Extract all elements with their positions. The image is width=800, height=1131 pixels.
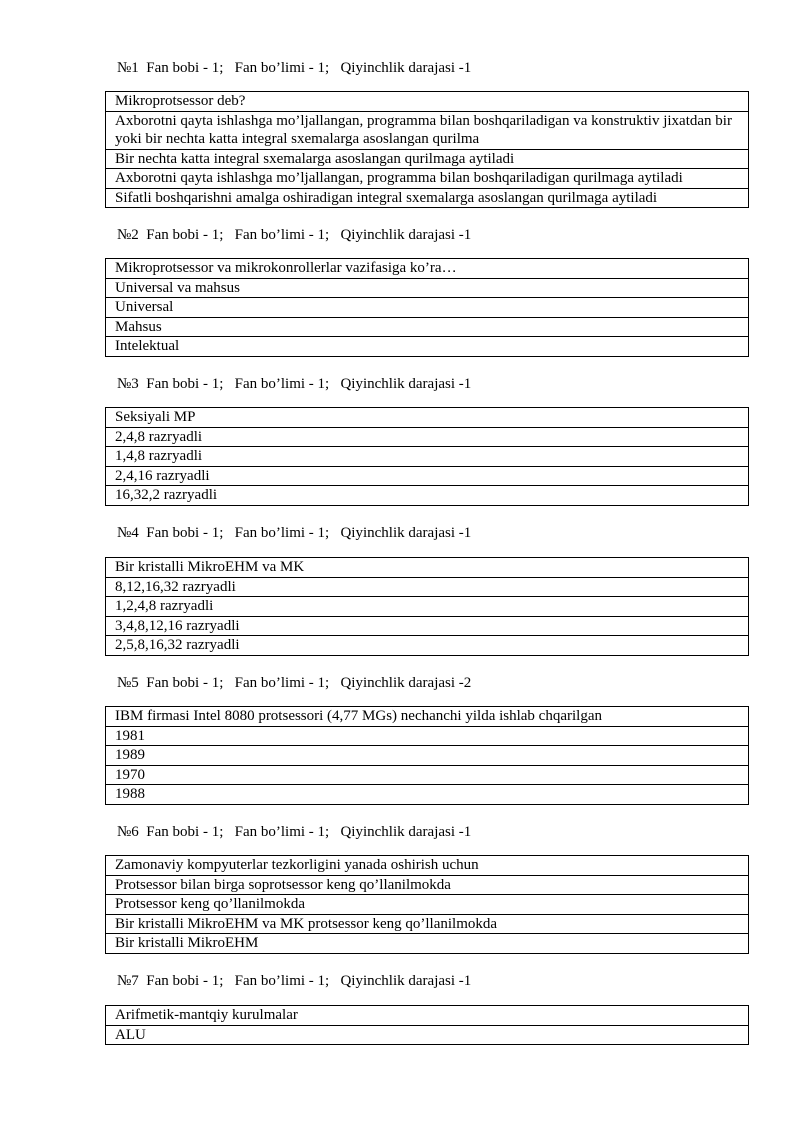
question-header: №2 Fan bobi - 1; Fan bo’limi - 1; Qiyinchlik darajasi -1 [117, 227, 472, 243]
answer-option: Bir kristalli MikroEHM va MK protsessor keng qo’llanilmokda [106, 914, 748, 934]
question-header: №1 Fan bobi - 1; Fan bo’limi - 1; Qiyinchlik darajasi -1 [117, 60, 472, 76]
question-table-7 [105, 1005, 749, 1045]
question-text: Zamonaviy kompyuterlar tezkorligini yanada oshirish uchun [115, 857, 479, 873]
question-table-2 [105, 258, 749, 357]
answer-option: 1970 [106, 765, 748, 785]
question-text: Arifmetik-mantqiy kurulmalar [115, 1007, 298, 1023]
answer-option: 2,4,16 razryadli [106, 466, 748, 486]
question-header: №6 Fan bobi - 1; Fan bo’limi - 1; Qiyinchlik darajasi -1 [117, 824, 472, 840]
answer-option: Mahsus [106, 317, 748, 337]
question-text: Seksiyali MP [115, 409, 196, 425]
answer-option: Universal [106, 297, 748, 317]
answer-option: 8,12,16,32 razryadli [106, 577, 748, 597]
question-text: Bir kristalli MikroEHM va MK [115, 559, 305, 575]
question-table-3 [105, 407, 749, 506]
answer-option: 1981 [106, 726, 748, 746]
answer-option: Sifatli boshqarishni amalga oshiradigan integral sxemalarga asoslangan qurilmaga aytiladi [106, 188, 748, 208]
answer-option: Protsessor bilan birga soprotsessor keng qo’llanilmokda [106, 875, 748, 895]
answer-option: ALU [106, 1025, 748, 1045]
answer-option: Intelektual [106, 336, 748, 356]
answer-option: Axborotni qayta ishlashga mo’ljallangan, programma bilan boshqariladigan va konstruktiv jixatdan bir yoki bir nechta katta integral sxemalarga asoslangan qurilma [106, 111, 748, 149]
question-table-4 [105, 557, 749, 656]
answer-option: 3,4,8,12,16 razryadli [106, 616, 748, 636]
question-table-1 [105, 91, 749, 208]
question-header: №7 Fan bobi - 1; Fan bo’limi - 1; Qiyinchlik darajasi -1 [117, 973, 472, 989]
answer-option: 1989 [106, 745, 748, 765]
answer-option: 2,5,8,16,32 razryadli [106, 635, 748, 655]
question-text: IBM firmasi Intel 8080 protsessori (4,77 MGs) nechanchi yilda ishlab chqarilgan [115, 708, 602, 724]
answer-option: 2,4,8 razryadli [106, 427, 748, 447]
answer-option: Axborotni qayta ishlashga mo’ljallangan, programma bilan boshqariladigan qurilmaga aytiladi [106, 168, 748, 188]
answer-option: 1,2,4,8 razryadli [106, 596, 748, 616]
answer-option: Bir nechta katta integral sxemalarga asoslangan qurilmaga aytiladi [106, 149, 748, 169]
answer-option: 16,32,2 razryadli [106, 485, 748, 505]
question-text: Mikroprotsessor deb? [115, 93, 246, 109]
answer-option: 1988 [106, 784, 748, 804]
question-header: №3 Fan bobi - 1; Fan bo’limi - 1; Qiyinchlik darajasi -1 [117, 376, 472, 392]
answer-option: Protsessor keng qo’llanilmokda [106, 894, 748, 914]
question-header: №4 Fan bobi - 1; Fan bo’limi - 1; Qiyinchlik darajasi -1 [117, 525, 472, 541]
answer-option: Universal va mahsus [106, 278, 748, 298]
answer-option: Bir kristalli MikroEHM [106, 933, 748, 953]
question-header: №5 Fan bobi - 1; Fan bo’limi - 1; Qiyinchlik darajasi -2 [117, 675, 472, 691]
answer-option: 1,4,8 razryadli [106, 446, 748, 466]
question-table-5 [105, 706, 749, 805]
question-table-6 [105, 855, 749, 954]
question-text: Mikroprotsessor va mikrokonrollerlar vazifasiga ko’ra… [115, 260, 457, 276]
